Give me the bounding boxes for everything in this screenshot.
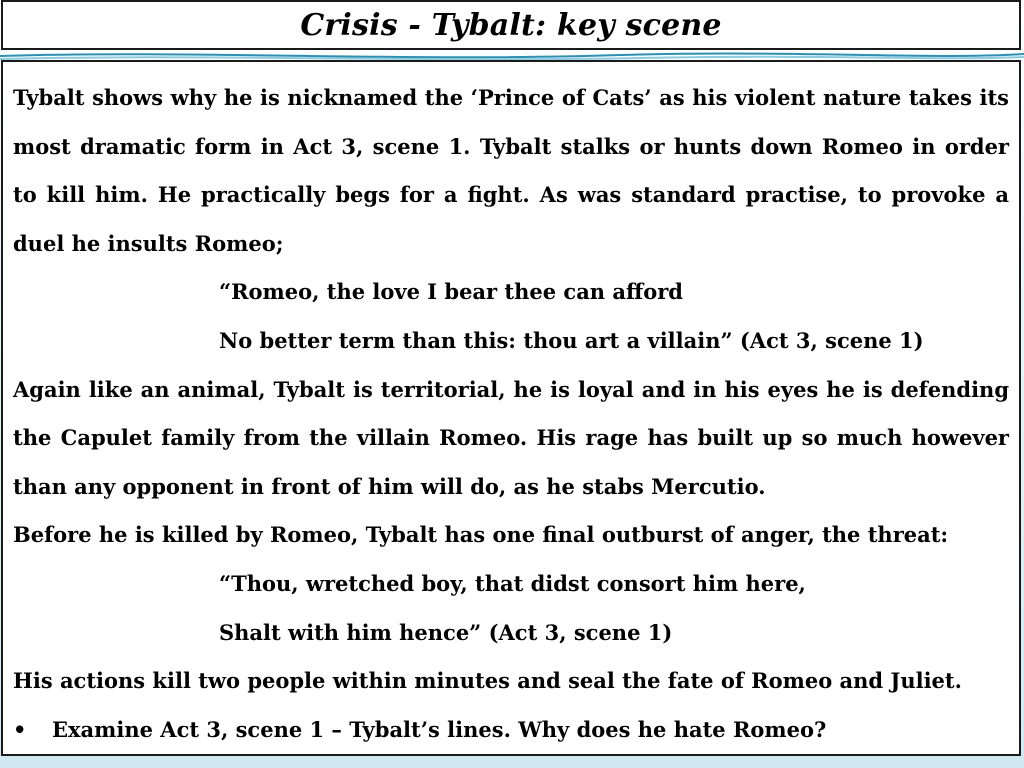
paragraph-territorial: Again like an animal, Tybalt is territorial, he is loyal and in his eyes he is defending the Capulet family from the villain Romeo. His rage has built up so much however than any opponent in front of him will do, as he stabs Mercutio. <box>13 376 1009 499</box>
paragraph-conclusion: His actions kill two people within minutes and seal the fate of Romeo and Juliet. <box>13 668 962 694</box>
bullet-item <box>13 706 1009 755</box>
quote-1-line-2: No better term than this: thou art a villain” (Act 3, scene 1) <box>219 327 924 353</box>
title-bar <box>1 0 1021 50</box>
content-panel <box>1 60 1021 756</box>
quote-2-line-2: Shalt with him hence” (Act 3, scene 1) <box>219 619 673 645</box>
quote-1-line-1: “Romeo, the love I bear thee can afford <box>219 279 683 305</box>
bullet-icon: • <box>13 716 27 742</box>
paragraph-threat-intro: Before he is killed by Romeo, Tybalt has one final outburst of anger, the threat: <box>13 522 949 548</box>
quote-2-line-1: “Thou, wretched boy, that didst consort him here, <box>219 570 806 596</box>
bullet-question: Examine Act 3, scene 1 – Tybalt’s lines. Why does he hate Romeo? <box>52 716 827 742</box>
slide-title: Crisis - Tybalt: key scene <box>300 7 722 43</box>
paragraph-intro: Tybalt shows why he is nicknamed the ‘Prince of Cats’ as his violent nature takes its most dramatic form in Act 3, scene 1. Tybalt stalks or hunts down Romeo in order to kill him. He practically begs for a fight. As was standard practise, to provoke a duel he insults Romeo; <box>13 85 1009 256</box>
